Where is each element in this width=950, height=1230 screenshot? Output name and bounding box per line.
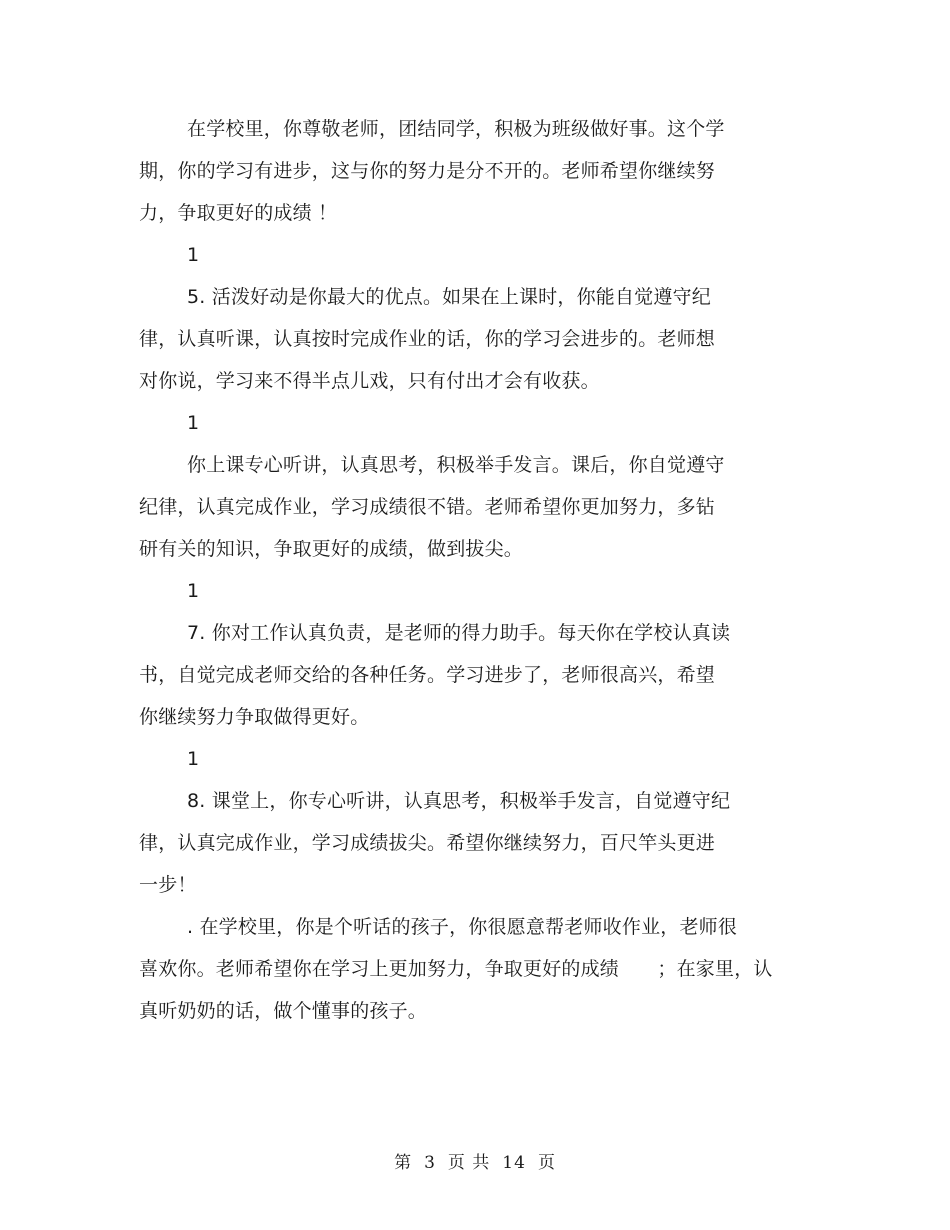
paragraph-line: 你上课专心听讲，认真思考，积极举手发言。课后，你自觉遵守	[187, 454, 725, 476]
footer-prefix: 第	[394, 1153, 413, 1173]
paragraph-marker: 1	[187, 412, 200, 434]
paragraph-line: 对你说，学习来不得半点儿戏，只有付出才会有收获。	[139, 370, 600, 392]
paragraph-line: 真听奶奶的话，做个懂事的孩子。	[139, 1000, 428, 1022]
footer-middle: 页 共	[447, 1153, 491, 1173]
body-paragraph	[139, 906, 799, 1032]
paragraph-line: 喜欢你。老师希望你在学习上更加努力，争取更好的成绩 ；在家里，认	[139, 958, 773, 980]
paragraph-line: 律，认真完成作业，学习成绩拔尖。希望你继续努力，百尺竿头更进	[139, 832, 716, 854]
paragraph-line: 书，自觉完成老师交给的各种任务。学习进步了，老师很高兴，希望	[139, 664, 716, 686]
body-paragraph	[139, 108, 799, 234]
document-body	[139, 108, 799, 1032]
paragraph-line: 纪律，认真完成作业，学习成绩很不错。老师希望你更加努力，多钻	[139, 496, 716, 518]
footer-current-page: 3	[424, 1153, 436, 1173]
page-footer	[0, 1148, 950, 1173]
paragraph-line: 期，你的学习有进步，这与你的努力是分不开的。老师希望你继续努	[139, 160, 716, 182]
paragraph-line: 你继续努力争取做得更好。	[139, 706, 370, 728]
footer-total-pages: 14	[502, 1153, 526, 1173]
paragraph-line: 律，认真听课，认真按时完成作业的话，你的学习会进步的。老师想	[139, 328, 716, 350]
paragraph-marker: 1	[187, 244, 200, 266]
paragraph-line: 研有关的知识，争取更好的成绩，做到拔尖。	[139, 538, 524, 560]
paragraph-marker: 1	[187, 580, 200, 602]
paragraph-line: 一步！	[139, 874, 197, 896]
body-paragraph	[139, 612, 799, 738]
body-paragraph	[139, 276, 799, 402]
body-paragraph	[139, 780, 799, 906]
paragraph-line: . 在学校里，你是个听话的孩子，你很愿意帮老师收作业，老师很	[187, 916, 738, 938]
paragraph-line: 在学校里，你尊敬老师，团结同学，积极为班级做好事。这个学	[187, 118, 725, 140]
paragraph-line: 8. 课堂上，你专心听讲，认真思考，积极举手发言，自觉遵守纪	[187, 790, 731, 812]
footer-suffix: 页	[537, 1153, 556, 1173]
paragraph-marker: 1	[187, 748, 200, 770]
paragraph-line: 力，争取更好的成绩 ！	[139, 202, 338, 224]
body-paragraph	[139, 444, 799, 570]
paragraph-line: 7. 你对工作认真负责，是老师的得力助手。每天你在学校认真读	[187, 622, 731, 644]
paragraph-line: 5. 活泼好动是你最大的优点。如果在上课时，你能自觉遵守纪	[187, 286, 711, 308]
